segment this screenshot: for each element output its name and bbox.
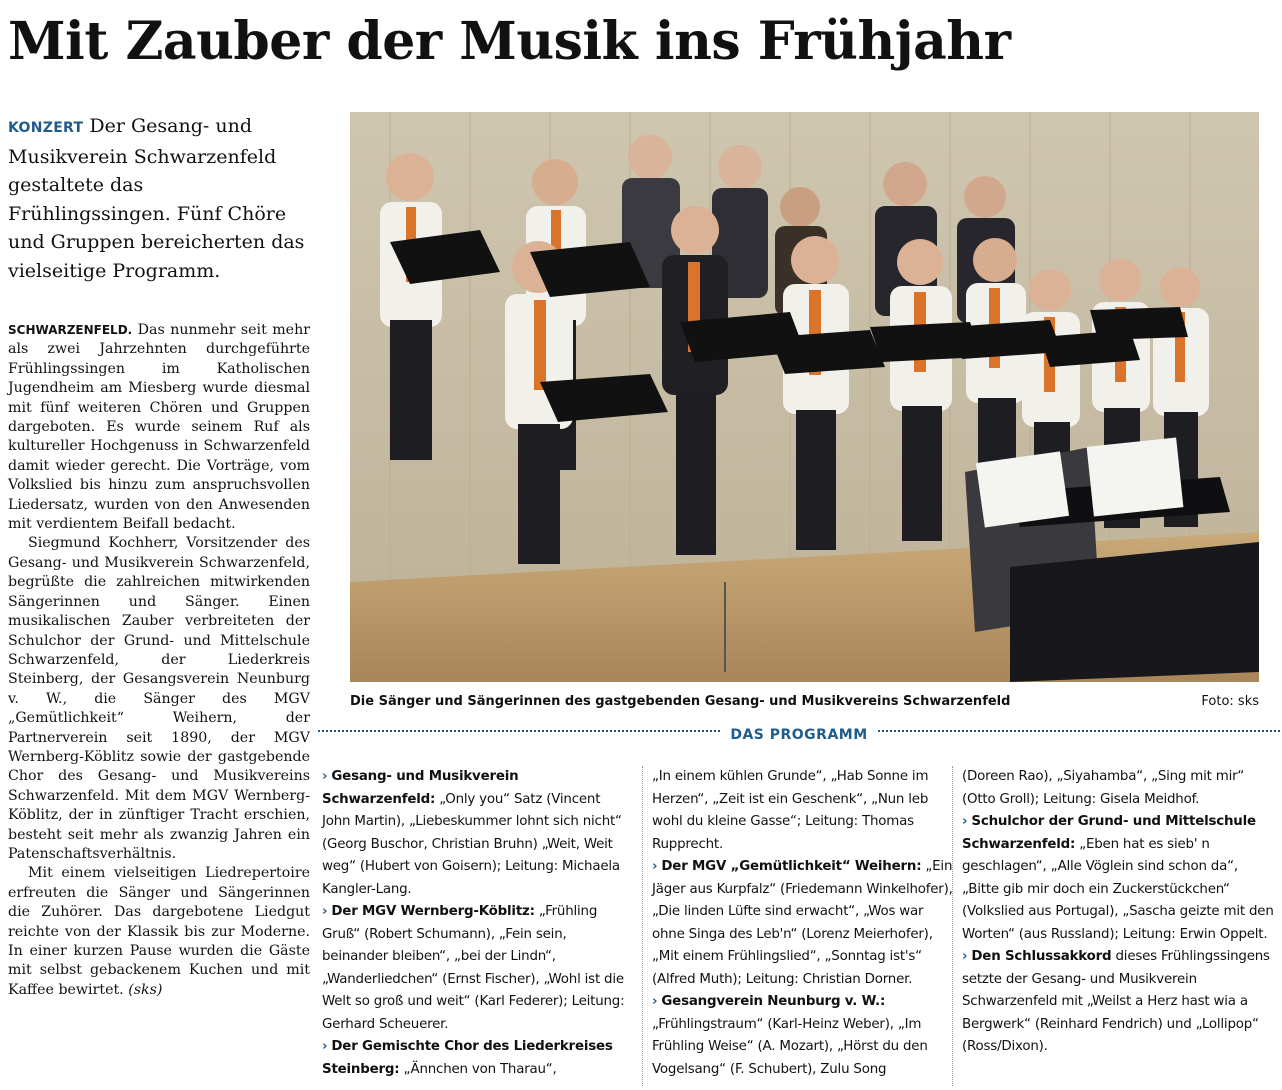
- entry-text: (Doreen Rao), „Siyahamba“, „Sing mit mir“ (Otto Groll); Leitung: Gisela Meidhof.: [962, 769, 1245, 807]
- program-entry: [652, 991, 956, 1081]
- photo-credit: Foto: sks: [1201, 694, 1259, 709]
- lead-paragraph: [8, 112, 310, 285]
- body-paragraph-1: [8, 321, 310, 534]
- program-heading: [318, 726, 1280, 744]
- lead-text: Der Gesang- und Musikverein Schwarzenfeld gestaltete das Frühlingssingen. Fünf Chöre und Gruppen bereicherten das vielseitige Programm.: [8, 115, 305, 282]
- program-title: DAS PROGRAMM: [720, 727, 877, 743]
- chevron-right-icon: ›: [652, 859, 658, 874]
- choir-photo-illustration: [350, 112, 1259, 682]
- entry-text: „In einem kühlen Grunde“, „Hab Sonne im Herzen“, „Zeit ist ein Geschenk“, „Nun leb wohl du kleine Gasse“; Leitung: Thomas Rupprecht.: [652, 769, 929, 852]
- kicker: KONZERT: [8, 120, 84, 136]
- program-entry: [962, 811, 1274, 946]
- entry-text: „Frühlingstraum“ (Karl-Heinz Weber), „Im Frühling Weise“ (A. Mozart), „Hörst du den Vogelsang“ (F. Schubert), Zulu Song: [652, 1016, 928, 1077]
- program-entry: [322, 901, 626, 1036]
- entry-text: „Ännchen von Tharau“,: [403, 1061, 557, 1077]
- entry-label: Der MGV „Gemütlichkeit“ Weihern:: [661, 859, 922, 874]
- entry-label: Gesang- und Musikverein Schwarzenfeld:: [322, 769, 519, 807]
- entry-label: Der Gemischte Chor des Liederkreises Steinberg:: [322, 1039, 613, 1077]
- dateline: SCHWARZENFELD.: [8, 323, 133, 337]
- program-entry: [322, 766, 626, 901]
- program-column-1: [322, 766, 626, 1081]
- caption-text: Die Sänger und Sängerinnen des gastgebenden Gesang- und Musikvereins Schwarzenfeld: [350, 694, 1011, 709]
- entry-label: Der MGV Wernberg-Köblitz:: [331, 904, 535, 919]
- photo-caption: [350, 694, 1259, 714]
- article-column: [8, 112, 310, 1000]
- chevron-right-icon: ›: [962, 814, 968, 829]
- author-credit: (sks): [128, 981, 163, 998]
- entry-text: „Ein Jäger aus Kurpfalz“ (Friedemann Winkelhofer), „Die linden Lüfte sind erwacht“, „Wos war ohne Singa des Leb'n“ (Lorenz Meierhofer), „Mit einem Frühlingslied“, „Sonntag ist's“ (Alfred Muth); Leitung: Christian Dorner.: [652, 859, 953, 987]
- column-divider: [642, 766, 643, 1086]
- chevron-right-icon: ›: [322, 904, 328, 919]
- body-text-3: Mit einem vielseitigen Liedrepertoire erfreuten die Sänger und Sängerinnen die Zuhörer. Das dargebotene Liedgut reichte von der Klassik bis zur Moderne. In einer kurzen Pause wurden die Gäste mit selbst gebackenem Kuchen und mit Kaffee bewirtet.: [8, 865, 310, 998]
- entry-label: Schulchor der Grund- und Mittelschule Schwarzenfeld:: [962, 814, 1256, 852]
- entry-text: „Only you“ Satz (Vincent John Martin), „Liebeskummer lohnt sich nicht“ (Georg Buschor, Christian Bruhn) „Weit, Weit weg“ (Hubert von Goisern); Leitung: Michaela Kangler-Lang.: [322, 791, 622, 897]
- chevron-right-icon: ›: [322, 769, 328, 784]
- program-entry: [962, 766, 1274, 811]
- chevron-right-icon: ›: [652, 994, 658, 1009]
- program-column-3: [962, 766, 1274, 1059]
- chevron-right-icon: ›: [322, 1039, 328, 1054]
- entry-label: Den Schlussakkord: [971, 949, 1112, 964]
- program-entry: [652, 766, 956, 856]
- body-text-1: Das nunmehr seit mehr als zwei Jahrzehnten durchgeführte Frühlingssingen im Katholischen Jugendheim am Miesberg wurde diesmal mit fünf weiteren Chören und Gruppen dargeboten. Es wurde seinem Ruf als kultureller Hochgenuss in Schwarzenfeld damit wieder gerecht. Die Vorträge, vom Volkslied bis hinzu zum anspruchsvollen Liedersatz, wurden von den Anwesenden mit verdientem Beifall bedacht.: [8, 322, 310, 533]
- headline: Mit Zauber der Musik ins Frühjahr: [8, 11, 1011, 72]
- program-entry: [962, 946, 1274, 1059]
- entry-label: Gesangverein Neunburg v. W.:: [661, 994, 886, 1009]
- body-paragraph-3: [8, 864, 310, 1000]
- program-entry: [322, 1036, 626, 1081]
- body-paragraph-2: Siegmund Kochherr, Vorsitzender des Gesang- und Musikverein Schwarzenfeld, begrüßte die zahlreichen mitwirkenden Sängerinnen und Sänger. Einen musikalischen Zauber verbreiteten der Schulchor der Grund- und Mittelschule Schwarzenfeld, der Liederkreis Steinberg, der Gesangsverein Neunburg v. W., die Sänger des MGV „Gemütlichkeit“ Weihern, der Partnerverein seit 1890, der MGV Wernberg-Köblitz sowie der gastgebende Chor des Gesang- und Musikvereins Schwarzenfeld. Mit dem MGV Wernberg-Köblitz, der in zünftiger Tracht erschien, besteht seit mehr als zwanzig Jahren ein Patenschaftsverhältnis.: [8, 535, 310, 862]
- entry-text: „Frühling Gruß“ (Robert Schumann), „Fein sein, beinander bleiben“, „bei der Lindn“, „Wanderliedchen“ (Ernst Fischer), „Wohl ist die Welt so groß und weit“ (Karl Federer); Leitung: Gerhard Scheuerer.: [322, 904, 625, 1032]
- article-body: [8, 321, 310, 1000]
- choir-photo: [350, 112, 1259, 682]
- entry-text: dieses Frühlingssingens setzte der Gesang- und Musikverein Schwarzenfeld mit „Weilst a Herz hast wia a Bergwerk“ (Reinhard Fendrich) und „Lollipop“ (Ross/Dixon).: [962, 949, 1270, 1054]
- entry-text: „Eben hat es sieb' n geschlagen“, „Alle Vöglein sind schon da“, „Bitte gib mir doch ein Zuckerstückchen“ (Volkslied aus Portugal), „Sascha geizte mit den Worten“ (aus Russland); Leitung: Erwin Oppelt.: [962, 836, 1274, 942]
- program-column-2: [652, 766, 956, 1081]
- program-entry: [652, 856, 956, 991]
- chevron-right-icon: ›: [962, 949, 968, 964]
